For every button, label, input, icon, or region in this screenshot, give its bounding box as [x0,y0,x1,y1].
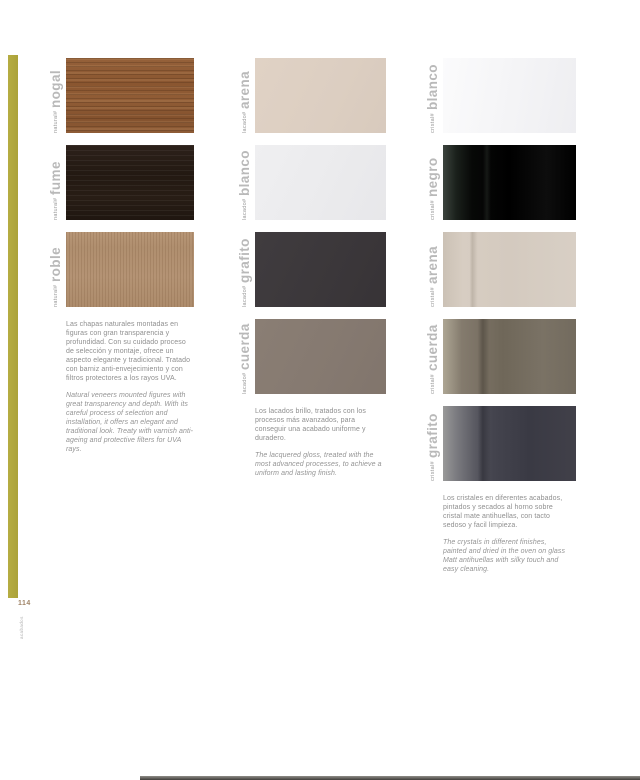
swatch-label-cristal-grafito [423,406,443,481]
swatch-row [423,319,576,394]
swatch-lacado-cuerda [255,319,386,394]
swatch-label-fume [46,145,66,220]
swatch-category-label: lacado# [242,111,248,133]
swatch-lacado-blanco [255,145,386,220]
swatch-label-roble [46,232,66,307]
accent-bar [8,55,18,598]
swatch-category-label: lacado# [242,372,248,394]
swatch-name-label: arena [237,70,252,109]
swatch-row [423,145,576,220]
swatch-category-label: cristal# [430,113,436,133]
swatch-row [235,145,386,220]
page-number: 114 [18,600,31,607]
swatch-label-lacado-grafito [235,232,255,307]
swatch-label-nogal [46,58,66,133]
swatch-label-cristal-negro [423,145,443,220]
cristal-description-en: The crystals in different finishes, painted and dried in the oven on glass Matt antihuellas with silky touch and easy cleaning. [443,539,566,573]
swatch-category-label: natural# [53,284,59,307]
natural-description-es: Las chapas naturales montadas en figuras con gran transparencia y profundidad. Con su cuidado proceso de selección y montaje, ofrece un aspecto elegante y tradicional. Tratado con barniz anti-envejecimiento y con filtros protectores a los rayos UVA. [66,321,191,382]
swatch-roble [66,232,194,307]
bottom-edge-strip [140,776,640,780]
swatch-fume [66,145,194,220]
swatch-name-label: arena [425,246,440,285]
swatch-row [235,319,386,394]
swatch-category-label: cristal# [430,200,436,220]
swatch-cristal-cuerda [443,319,576,394]
swatch-cristal-blanco [443,58,576,133]
lacado-description-en: The lacquered gloss, treated with the most advanced processes, to achieve a uniform and lasting finish. [255,452,382,477]
swatch-label-lacado-arena [235,58,255,133]
lacado-description-es: Los lacados brillo, tratados con los procesos más avanzados, para conseguir una acabado uniforme y duradero. [255,408,366,442]
cristal-description-es: Los cristales en diferentes acabados, pintados y secados al horno sobre cristal mate antihuellas, con tacto sedoso y facil limpieza. [443,495,563,529]
swatch-lacado-grafito [255,232,386,307]
swatch-category-label: natural# [53,110,59,133]
swatch-category-label: natural# [53,197,59,220]
swatch-nogal [66,58,194,133]
swatch-name-label: cuerda [237,322,252,370]
natural-description-en: Natural veneers mounted figures with great transparency and depth. With its careful process of selection and installation, it offers an elegant and traditional look. Treaty with varnish anti-ageing and protective filters for UVA rays. [66,392,194,453]
swatch-name-label: blanco [237,149,252,196]
swatch-label-cristal-cuerda [423,319,443,394]
swatch-row [423,232,576,307]
swatch-category-label: cristal# [430,374,436,394]
swatch-name-label: blanco [425,64,440,111]
column-cristal [423,58,576,574]
swatch-row [423,406,576,481]
column-lacado [235,58,386,478]
swatch-name-label: nogal [48,69,63,108]
swatch-label-lacado-blanco [235,145,255,220]
swatch-lacado-arena [255,58,386,133]
swatch-label-cristal-arena [423,232,443,307]
swatch-name-label: roble [48,246,63,282]
swatch-name-label: cuerda [425,324,440,372]
swatch-category-label: lacado# [242,285,248,307]
swatch-label-cristal-blanco [423,58,443,133]
swatch-row [46,145,194,220]
swatch-name-label: fume [48,160,63,195]
swatch-row [46,58,194,133]
swatch-label-lacado-cuerda [235,319,255,394]
swatch-name-label: grafito [237,237,252,283]
swatch-name-label: grafito [425,413,440,459]
swatch-cristal-arena [443,232,576,307]
swatch-row [235,232,386,307]
swatch-category-label: lacado# [242,198,248,220]
swatch-row [46,232,194,307]
swatch-category-label: cristal# [430,461,436,481]
swatch-cristal-negro [443,145,576,220]
swatch-name-label: negro [425,157,440,198]
swatch-row [423,58,576,133]
section-label: acabados [19,616,24,639]
swatch-cristal-grafito [443,406,576,481]
column-natural [46,58,194,454]
swatch-category-label: cristal# [430,287,436,307]
swatch-row [235,58,386,133]
